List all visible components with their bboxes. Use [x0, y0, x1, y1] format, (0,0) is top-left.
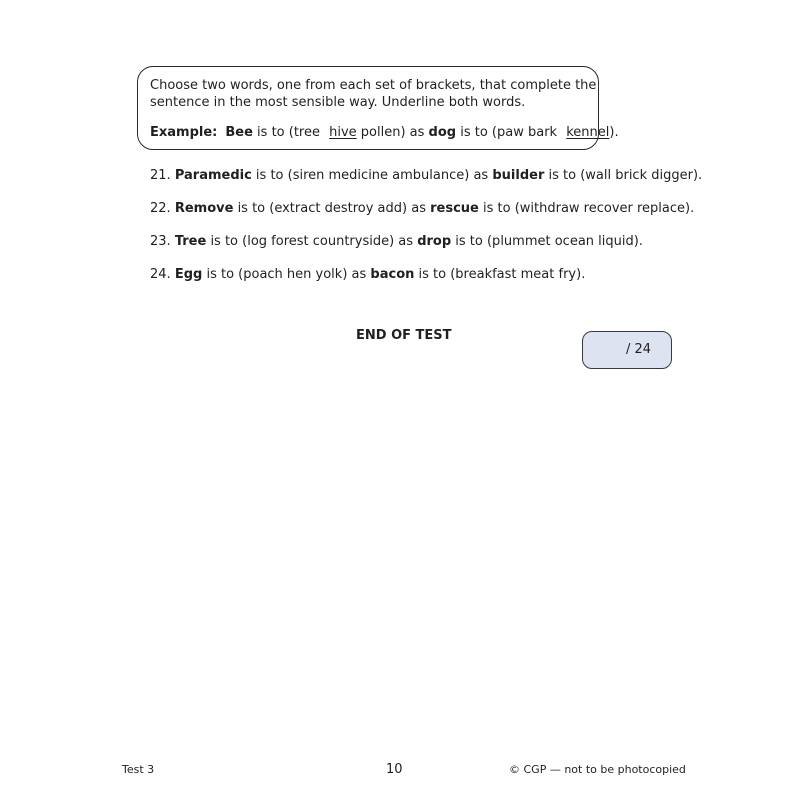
footer-copyright: © CGP — not to be photocopied — [509, 763, 686, 776]
example-word-1: Bee — [225, 125, 253, 140]
example-underlined-word-1: hive — [329, 125, 357, 140]
question-22 — [150, 200, 702, 233]
example-text-3: is to (paw bark — [456, 125, 562, 140]
question-word-2: bacon — [370, 267, 415, 282]
question-set-2: is to (withdraw recover replace). — [478, 201, 695, 216]
question-word-2: rescue — [430, 201, 479, 216]
example-text-1: is to (tree — [252, 125, 325, 140]
question-21 — [150, 167, 702, 200]
question-word-1: Remove — [174, 201, 234, 216]
example-word-2: dog — [428, 125, 457, 140]
example-text-4: ). — [609, 125, 619, 140]
question-set-2: is to (breakfast meat fry). — [414, 267, 586, 282]
question-word-1: Paramedic — [174, 168, 252, 183]
question-word-2: builder — [492, 168, 545, 183]
question-set-1: is to (log forest countryside) as — [206, 234, 418, 249]
question-word-1: Tree — [174, 234, 207, 249]
question-number: 23. — [150, 234, 171, 249]
question-set-1: is to (siren medicine ambulance) as — [251, 168, 493, 183]
question-number: 24. — [150, 267, 171, 282]
score-box — [582, 331, 672, 369]
question-set-1: is to (poach hen yolk) as — [202, 267, 371, 282]
question-number: 21. — [150, 168, 171, 183]
end-of-test-heading: END OF TEST — [356, 328, 452, 343]
question-23 — [150, 233, 702, 266]
instructions-box — [137, 66, 619, 150]
question-word-1: Egg — [174, 267, 203, 282]
question-set-2: is to (plummet ocean liquid). — [451, 234, 643, 249]
example-underlined-word-2: kennel — [566, 125, 610, 140]
footer-page-number: 10 — [386, 762, 403, 777]
example-sentence — [150, 124, 619, 141]
footer-test-label: Test 3 — [122, 763, 155, 776]
question-word-2: drop — [417, 234, 452, 249]
instructions-line-1: Choose two words, one from each set of brackets, that complete the — [150, 78, 597, 93]
question-set-2: is to (wall brick digger). — [544, 168, 703, 183]
instructions-line-2: sentence in the most sensible way. Underline both words. — [150, 95, 526, 110]
questions-list — [150, 167, 702, 299]
question-set-1: is to (extract destroy add) as — [233, 201, 431, 216]
example-text-2: pollen) as — [356, 125, 429, 140]
question-24 — [150, 266, 702, 299]
score-total: / 24 — [625, 342, 651, 357]
question-number: 22. — [150, 201, 171, 216]
example-label: Example: — [150, 125, 218, 140]
